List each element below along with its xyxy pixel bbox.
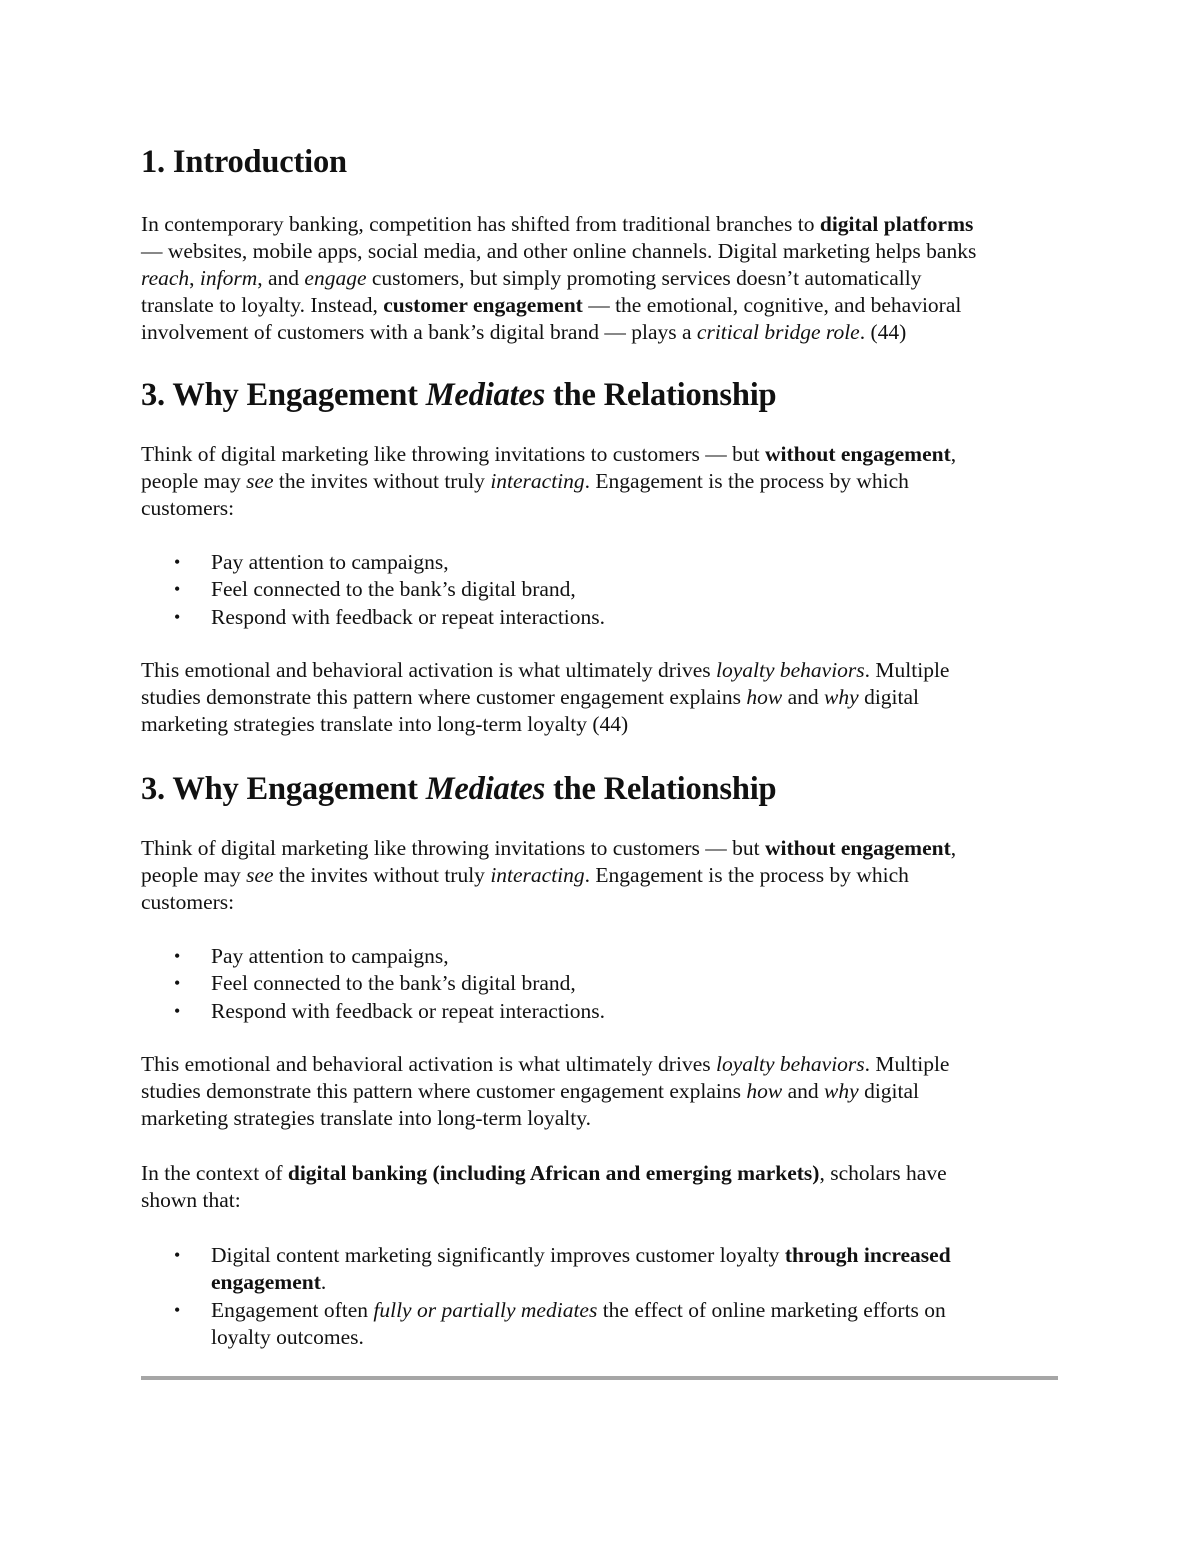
text-run: the Relationship	[545, 771, 777, 807]
text-run: , scholars have	[819, 1161, 947, 1185]
text-line: loyalty outcomes.	[211, 1324, 364, 1349]
bullet-icon: •	[174, 1000, 181, 1021]
text-run: translate to loyalty. Instead,	[141, 293, 384, 317]
list-item-text: Respond with feedback or repeat interactions.	[211, 604, 606, 629]
text-run: and	[782, 685, 825, 709]
text-run: digital	[858, 685, 919, 709]
intro-heading: 1. Introduction	[141, 144, 347, 180]
section-paragraph	[141, 441, 1061, 522]
bold-text: digital platforms	[819, 212, 974, 236]
text-run: and	[782, 1079, 825, 1103]
text-run: studies demonstrate this pattern where customer engagement explains	[141, 685, 747, 709]
list-item	[141, 943, 605, 970]
text-run: the effect of online marketing efforts on	[597, 1297, 946, 1322]
italic-text: interacting	[490, 863, 585, 887]
text-run: , and	[257, 266, 305, 290]
section-heading	[141, 769, 776, 809]
text-run: studies demonstrate this pattern where customer engagement explains	[141, 1079, 747, 1103]
text-run: In contemporary banking, competition has shifted from traditional branches to	[141, 212, 820, 236]
intro-paragraph	[141, 211, 1061, 346]
italic-text: inform	[199, 266, 258, 290]
list-item-text: Pay attention to campaigns,	[211, 944, 449, 968]
text-run: Engagement often	[211, 1297, 374, 1322]
list-item	[141, 1297, 951, 1352]
text-line: shown that:	[141, 1188, 241, 1212]
text-run: In the context of	[141, 1161, 288, 1185]
italic-text: see	[246, 863, 274, 887]
text-line: — websites, mobile apps, social media, and other online channels. Digital marketing helps banks	[141, 239, 977, 263]
text-run: . (44)	[859, 320, 907, 344]
section-paragraph	[141, 657, 1061, 738]
list-item	[141, 970, 605, 997]
list-item-text: Feel connected to the bank’s digital brand,	[211, 577, 576, 602]
text-run: people may	[141, 469, 247, 493]
text-run: .	[320, 1270, 327, 1295]
text-run: the Relationship	[545, 377, 777, 413]
text-line: marketing strategies translate into long-term loyalty.	[141, 1106, 591, 1130]
text-run: This emotional and behavioral activation is what ultimately drives	[141, 1052, 716, 1076]
text-run: This emotional and behavioral activation is what ultimately drives	[141, 658, 716, 682]
section-paragraph	[141, 835, 1061, 916]
text-run: involvement of customers with a bank’s digital brand — plays a	[141, 320, 697, 344]
list-item	[141, 604, 605, 631]
text-run: digital	[858, 1079, 919, 1103]
italic-text: critical bridge role	[696, 320, 860, 344]
italic-text: loyalty behaviors	[715, 1052, 865, 1076]
text-run: customers, but simply promoting services doesn’t automatically	[366, 266, 922, 290]
text-run: ,	[950, 836, 957, 860]
italic-text: why	[824, 1079, 859, 1103]
italic-text: reach	[141, 266, 190, 290]
bullet-icon: •	[174, 579, 181, 600]
bullet-icon: •	[174, 1245, 181, 1265]
text-run: the invites without truly	[273, 469, 491, 493]
bullet-icon: •	[174, 1299, 181, 1320]
list-item	[141, 576, 605, 603]
text-run: . Engagement is the process by which	[584, 469, 909, 493]
text-run: the invites without truly	[273, 863, 491, 887]
italic-text: interacting	[490, 469, 585, 493]
text-run: Think of digital marketing like throwing invitations to customers — but	[141, 442, 766, 466]
italic-text: how	[746, 1079, 783, 1103]
italic-text: how	[746, 685, 783, 709]
bold-text: customer engagement	[383, 293, 583, 317]
section-paragraph	[141, 1160, 1061, 1214]
list-item	[141, 1242, 951, 1297]
italic-text: loyalty behaviors	[715, 658, 865, 682]
italic-text: engage	[304, 266, 367, 290]
text-run: Digital content marketing significantly improves customer loyalty	[211, 1243, 785, 1267]
bold-text: through increased	[784, 1243, 951, 1267]
bold-text: without engagement	[765, 442, 951, 466]
text-run: people may	[141, 863, 247, 887]
list-item	[141, 998, 605, 1025]
text-line: marketing strategies translate into long-term loyalty (44)	[141, 712, 629, 736]
italic-text: Mediates	[425, 771, 546, 807]
text-run: . Multiple	[864, 1052, 950, 1076]
text-run: . Multiple	[864, 658, 950, 682]
list-item	[141, 549, 605, 576]
text-line: customers:	[141, 890, 235, 914]
text-run: Think of digital marketing like throwing invitations to customers — but	[141, 836, 766, 860]
section-heading	[141, 375, 776, 415]
horizontal-rule	[141, 1376, 1058, 1380]
text-run: ,	[950, 442, 957, 466]
text-run: 3. Why Engagement	[141, 771, 426, 807]
text-line: customers:	[141, 496, 235, 520]
text-run: ,	[189, 266, 200, 290]
list-item-text: Pay attention to campaigns,	[211, 550, 449, 574]
italic-text: Mediates	[425, 377, 546, 413]
text-run: 3. Why Engagement	[141, 377, 426, 413]
italic-text: see	[246, 469, 274, 493]
bold-text: digital banking (including African and emerging markets)	[287, 1161, 820, 1185]
bullet-icon: •	[174, 946, 181, 966]
bold-text: engagement	[211, 1270, 321, 1295]
italic-text: why	[824, 685, 859, 709]
text-run: . Engagement is the process by which	[584, 863, 909, 887]
section-paragraph	[141, 1051, 1061, 1132]
bullet-list	[141, 1242, 951, 1351]
bold-text: without engagement	[765, 836, 951, 860]
bullet-icon: •	[174, 606, 181, 627]
bullet-list	[141, 943, 605, 1025]
italic-text: fully or partially mediates	[373, 1297, 598, 1322]
list-item-text: Respond with feedback or repeat interactions.	[211, 998, 606, 1023]
bullet-icon: •	[174, 973, 181, 994]
bullet-icon: •	[174, 552, 181, 572]
text-run: — the emotional, cognitive, and behavioral	[582, 293, 962, 317]
list-item-text: Feel connected to the bank’s digital brand,	[211, 971, 576, 996]
bullet-list	[141, 549, 605, 631]
